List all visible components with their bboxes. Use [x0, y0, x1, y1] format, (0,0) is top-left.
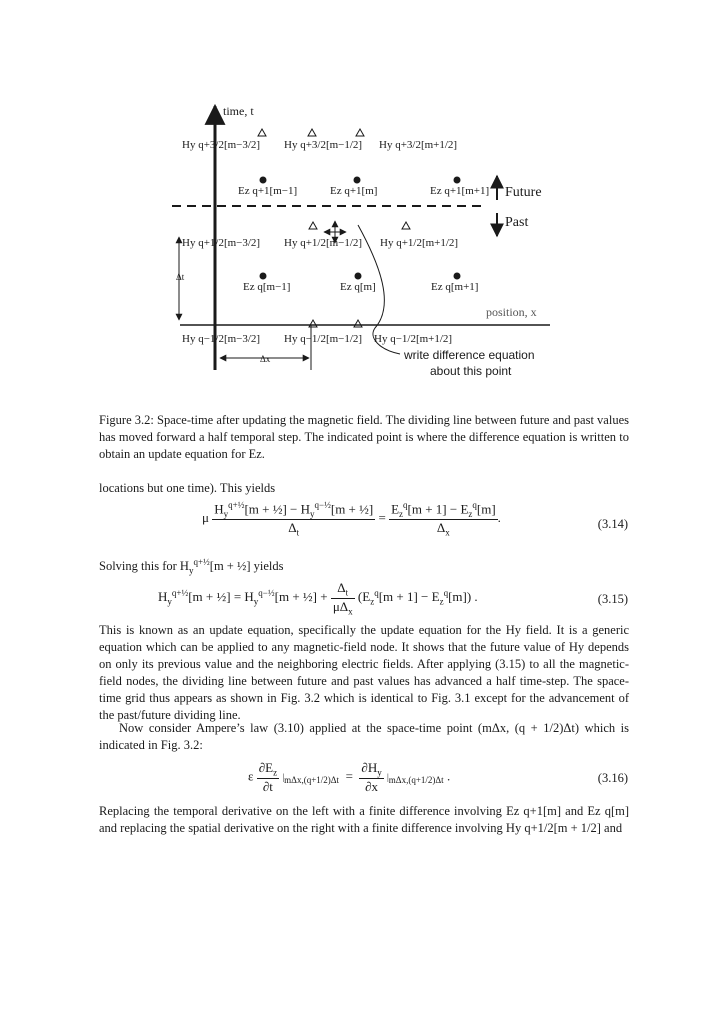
time-axis-label: time, t — [223, 104, 254, 118]
past-label: Past — [505, 215, 529, 230]
position-axis-label: position, x — [486, 305, 537, 319]
h-label-mid-1: Hy q+1/2[m−3/2] — [182, 237, 261, 249]
h-label-top-1: Hy q+3/2[m−3/2] — [182, 139, 261, 151]
h-label-mid-3: Hy q+1/2[m+1/2] — [380, 237, 459, 249]
paragraph-replacing: Replacing the temporal derivative on the left with a finite difference involving Ez q+1[m] and Ez q[m] and replacing the spatial derivative on the right with a finite difference involving Hy q+1/2[m + 1/2] and — [99, 804, 629, 835]
equation-3-16: ε $\frac{\partial E_z}{\partial t}$ $|_{m\Delta x,(q+1/2)\Delta t}$ = $\frac{\partial H_y}{\partial x}$ $|_{m\Delta x,(q+1/2)\Delta t}$ . — [248, 760, 451, 794]
equation-3-14: μ $\frac{H_y^{q+\frac{1}{2}}[m + \frac{1}{2}] - H_y^{q-\frac{1}{2}}[m + \frac{1}{2}]}{\Delta_t}$ = $\frac{E_z^q[m + 1] - E_z^q[m]}{\Delta_x}$ . — [202, 500, 501, 538]
figure-caption: Figure 3.2: Space-time after updating the magnetic field. The dividing line between future and past values has moved forward a half temporal step. The indicated point is where the difference equation is written to obtain an update equation for Ez. — [99, 413, 629, 461]
h-node-markers — [258, 129, 410, 327]
annotation-line2: about this point — [430, 364, 512, 378]
h-label-bottom-1: Hy q−1/2[m−3/2] — [182, 333, 261, 345]
e-label-past-1: Ez q[m−1] — [243, 281, 291, 293]
equation-3-15: $H_y^{q+\frac{1}{2}}[m$ + ½] = $H_y^{q-\frac{1}{2}}[m$ + ½] + $\frac{\Delta_t}{\mu\Delta_x}$ $(E_z^q[m + 1] - E_z^q[m])$ . — [158, 580, 478, 617]
future-label: Future — [505, 185, 542, 200]
space-time-figure — [0, 0, 724, 400]
equation-number-3-16: (3.16) — [597, 771, 628, 785]
equation-number-3-14: (3.14) — [597, 517, 628, 531]
h-label-mid-2: Hy q+1/2[m−1/2] — [284, 237, 363, 249]
e-label-future-2: Ez q+1[m] — [330, 185, 378, 197]
h-label-top-2: Hy q+3/2[m−1/2] — [284, 139, 363, 151]
annotation-line1: write difference equation — [404, 348, 535, 362]
e-label-future-1: Ez q+1[m−1] — [238, 185, 298, 197]
equation-number-3-15: (3.15) — [597, 592, 628, 606]
paragraph-update-equation: This is known as an update equation, specifically the update equation for the Hy field. It is a generic equation which can be applied to any magnetic-field node. It shows that the future value of Hy depends on only its previous value and the neighboring electric fields. After applying (3.15) to all the magnetic-field nodes, the dividing line between future and past values has advanced a half time-step. The space-time grid thus appears as shown in Fig. 3.2 which is identical to Fig. 3.1 except for the advancement of the past/future dividing line. — [99, 623, 629, 722]
e-label-future-3: Ez q+1[m+1] — [430, 185, 490, 197]
h-label-bottom-2: Hy q−1/2[m−1/2] — [284, 333, 363, 345]
delta-t-label: Δt — [176, 272, 185, 282]
h-label-bottom-3: Hy q−1/2[m+1/2] — [374, 333, 453, 345]
h-label-top-3: Hy q+3/2[m+1/2] — [379, 139, 458, 151]
e-label-past-3: Ez q[m+1] — [431, 281, 479, 293]
delta-x-label: Δx — [260, 354, 271, 364]
paragraph-ampere: Now consider Ampere’s law (3.10) applied at the space-time point (mΔx, (q + 1/2)Δt) which is indicated in Fig. 3.2: — [99, 721, 629, 752]
e-label-past-2: Ez q[m] — [340, 281, 376, 293]
paragraph-intro: locations but one time). This yields — [99, 481, 276, 495]
paragraph-solving: Solving this for $H_y^{q+\frac{1}{2}}[m$ + ½] yields — [99, 557, 284, 576]
